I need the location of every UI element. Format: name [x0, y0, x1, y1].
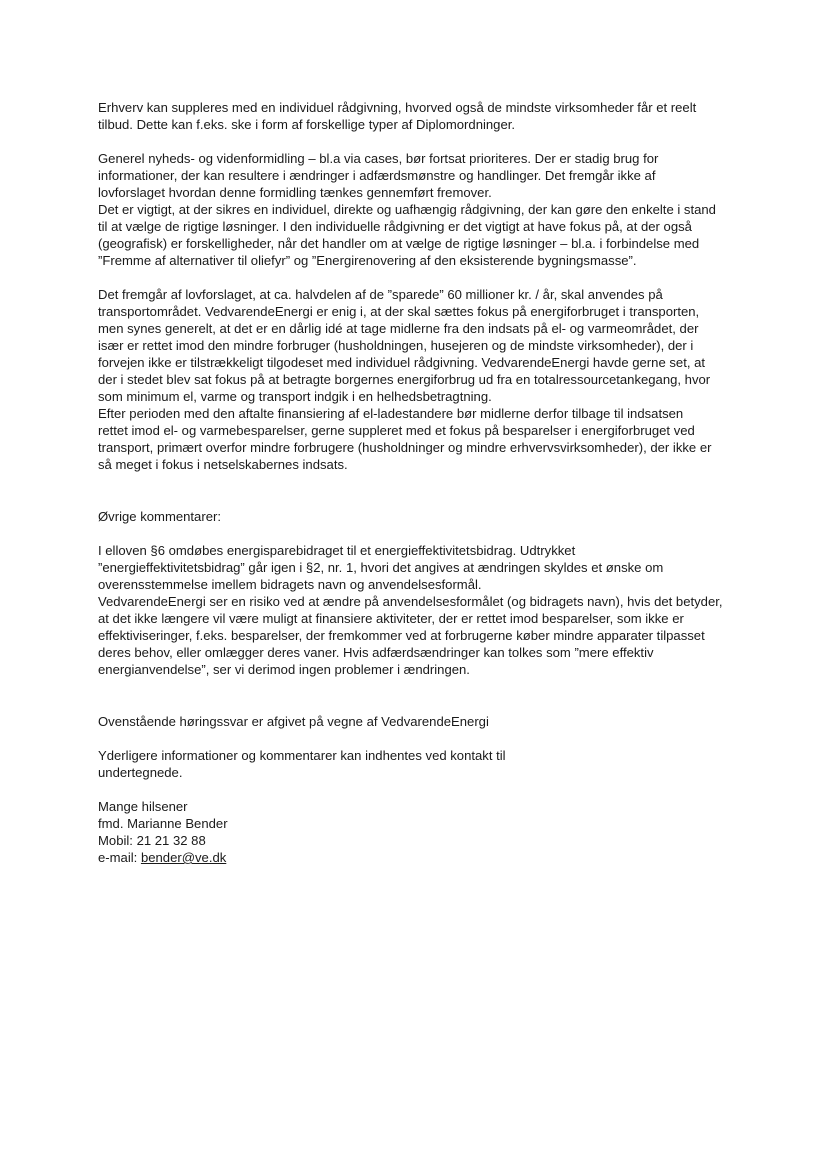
signature-email-label: e-mail:	[98, 850, 141, 865]
closing-statement: Ovenstående høringssvar er afgivet på vegne af VedvarendeEnergi	[98, 714, 489, 729]
signature-greeting: Mange hilsener	[98, 799, 188, 814]
signature-block	[98, 798, 748, 866]
contact-note: Yderligere informationer og kommentarer kan indhentes ved kontakt til undertegnede.	[98, 748, 506, 780]
signature-name: fmd. Marianne Bender	[98, 816, 228, 831]
signature-email-link[interactable]: bender@ve.dk	[140, 850, 227, 865]
paragraph-individual-advice: Erhverv kan suppleres med en individuel rådgivning, hvorved også de mindste virksomheder får et reelt tilbud. Dette kan f.eks. ske i form af forskellige typer af Diplomordninger.	[98, 100, 697, 132]
paragraph-energy-efficiency-contribution: I elloven §6 omdøbes energisparebidraget til et energieffektivitetsbidrag. Udtrykket ”energieffektivitetsbidrag” går igen i §2, nr. 1, hvori det angives at ændringen skyldes et ønske om overensstemmelse imellem bidragets navn og anvendelsesformål. VedvarendeEnergi ser en risiko ved at ændre på anvendelsesformålet (og bidragets navn), hvis det betyder, at det ikke længere vil være muligt at finansiere aktiviteter, der er rettet imod besparelser, som ikke er effektiviseringer, f.eks. besparelser, der fremkommer ved at forbrugerne køber mindre apparater tilpasset deres behov, eller omlægger deres vaner. Hvis adfærdsændringer kan tolkes som ”mere effektiv energianvendelse”, ser vi derimod ingen problemer i ændringen.	[98, 543, 723, 677]
section-heading-other-comments: Øvrige kommentarer:	[98, 509, 221, 524]
signature-email-line	[98, 849, 748, 866]
letter-page	[98, 99, 748, 866]
signature-phone: Mobil: 21 21 32 88	[98, 833, 206, 848]
paragraph-transport-funding: Det fremgår af lovforslaget, at ca. halvdelen af de ”sparede” 60 millioner kr. / år, skal anvendes på transportområdet. VedvarendeEnergi er enig i, at der skal sættes fokus på energiforbruget i transporten, men synes generelt, at det er en dårlig idé at tage midlerne fra den indsats på el- og varmeområdet, der især er rettet imod den mindre forbruger (husholdningen, husejeren og de mindste virksomheder), der i forvejen ikke er tilstrækkeligt tilgodeset med individuel rådgivning. VedvarendeEnergi havde gerne set, at der i stedet blev sat fokus på at betragte borgernes energiforbrug ud fra en totalressourcetankegang, hvor som minimum el, varme og transport indgik i en helhedsbetragtning. Efter perioden med den aftalte finansiering af el-ladestandere bør midlerne derfor tilbage til indsatsen rettet imod el- og varmebesparelser, gerne suppleret med et fokus på besparelser i energiforbruget ved transport, primært overfor mindre forbrugere (husholdninger og mindre erhvervsvirksomheder), der ikke er så meget i fokus i netselskabernes indsats.	[98, 287, 712, 472]
paragraph-news-dissemination: Generel nyheds- og videnformidling – bl.a via cases, bør fortsat prioriteres. Der er stadig brug for informationer, der kan resultere i ændringer i adfærdsmønstre og handlinger. Det fremgår ikke af lovforslaget hvordan denne formidling tænkes gennemført fremover. Det er vigtigt, at der sikres en individuel, direkte og uafhængig rådgivning, der kan gøre den enkelte i stand til at vælge de rigtige løsninger. I den individuelle rådgivning er det vigtigt at have fokus på, at der også (geografisk) er forskelligheder, når det handler om at vælge de rigtige løsninger – bl.a. i forbindelse med ”Fremme af alternativer til oliefyr” og ”Energirenovering af den eksisterende bygningsmasse”.	[98, 151, 716, 268]
